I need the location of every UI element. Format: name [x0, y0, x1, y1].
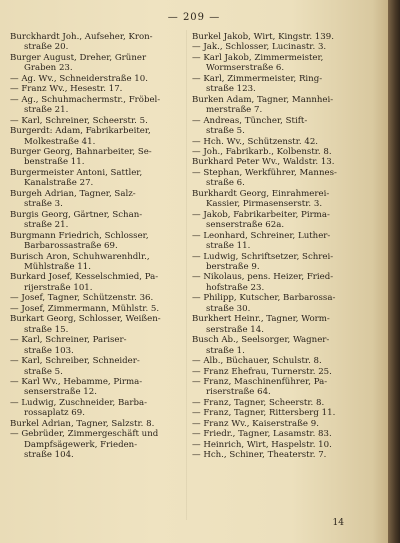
directory-entry	[192, 367, 368, 377]
entry-line: — Karl, Schreiner, Scheerstr. 5.	[10, 115, 148, 126]
entry-continuation: straße 1.	[206, 345, 245, 356]
entry-continuation: straße 123.	[206, 84, 256, 95]
directory-entry	[192, 429, 368, 439]
entry-line: Burkart Georg, Schlosser, Weißen-	[10, 314, 161, 325]
entry-line: Burgis Georg, Gärtner, Schan-	[10, 209, 143, 220]
directory-entry	[192, 168, 368, 189]
entry-line: — Heinrich, Wirt, Haspelstr. 10.	[192, 439, 332, 450]
directory-entry	[10, 304, 186, 314]
entry-continuation: berstraße 9.	[206, 261, 260, 272]
directory-entry	[192, 398, 368, 408]
entry-continuation: straße 6.	[206, 178, 245, 189]
directory-entry	[192, 137, 368, 147]
directory-entry	[192, 408, 368, 418]
entry-line: — Franz, Tagner, Scheerstr. 8.	[192, 397, 325, 408]
directory-entry	[10, 398, 186, 419]
entry-line: Burgeh Adrian, Tagner, Salz-	[10, 188, 136, 199]
entry-continuation: senserstraße 12.	[24, 387, 97, 398]
directory-entry	[10, 147, 186, 168]
entry-line: Burger Georg, Bahnarbeiter, Se-	[10, 146, 152, 157]
entry-line: — Franz, Tagner, Rittersberg 11.	[192, 408, 336, 419]
directory-entry	[192, 147, 368, 157]
directory-entry	[10, 419, 186, 429]
entry-continuation: Graben 23.	[24, 63, 73, 74]
entry-continuation: Kassier, Pirmasenserstr. 3.	[206, 199, 323, 210]
column-divider	[186, 30, 187, 520]
entry-continuation: straße 3.	[24, 199, 63, 210]
entry-continuation: straße 30.	[206, 303, 251, 314]
directory-entry	[192, 189, 368, 210]
entry-line: — Karl, Schreiner, Pariser-	[10, 335, 127, 346]
directory-entry	[192, 157, 368, 167]
entry-continuation: Kanalstraße 27.	[24, 178, 94, 189]
directory-entry	[10, 53, 186, 74]
entry-line: — Gebrüder, Zimmergeschäft und	[10, 429, 159, 440]
entry-continuation: straße 21.	[24, 220, 69, 231]
entry-continuation: straße 15.	[24, 324, 69, 335]
directory-entry	[192, 440, 368, 450]
entry-line: — Franz, Maschinenführer, Pa-	[192, 376, 328, 387]
entry-line: — Hch. Wv., Schützenstr. 42.	[192, 136, 319, 147]
directory-entry	[10, 32, 186, 53]
directory-entry	[192, 95, 368, 116]
entry-line: — Karl Jakob, Zimmermeister,	[192, 52, 324, 63]
entry-line: — Karl, Schreiber, Schneider-	[10, 356, 140, 367]
entry-continuation: straße 5.	[24, 366, 63, 377]
entry-line: — Ludwig, Schriftsetzer, Schrei-	[192, 251, 334, 262]
entry-line: Burken Adam, Tagner, Mannhei-	[192, 94, 334, 105]
directory-entry	[192, 314, 368, 335]
directory-entry	[10, 356, 186, 377]
directory-entry	[10, 293, 186, 303]
entry-line: Burkhert Heinr., Tagner, Worm-	[192, 314, 330, 325]
directory-entry	[10, 74, 186, 84]
directory-entry	[192, 293, 368, 314]
entry-line: — Jakob, Fabrikarbeiter, Pirma-	[192, 209, 330, 220]
entry-continuation: Wormserstraße 6.	[206, 63, 285, 74]
entry-line: — Nikolaus, pens. Heizer, Fried-	[192, 272, 334, 283]
entry-continuation: straße 103.	[24, 345, 74, 356]
entry-line: — Franz Wv., Hesestr. 17.	[10, 84, 123, 95]
entry-continuation: straße 21.	[24, 105, 69, 116]
entry-line: — Ag., Schuhmachermstr., Fröbel-	[10, 94, 161, 105]
entry-continuation: serstraße 14.	[206, 324, 264, 335]
entry-line: Burger August, Dreher, Grüner	[10, 52, 147, 63]
entry-line: Burkard Josef, Kesselschmied, Pa-	[10, 272, 159, 283]
directory-entry	[10, 314, 186, 335]
directory-entry	[192, 272, 368, 293]
directory-entry	[192, 210, 368, 231]
directory-entry	[10, 231, 186, 252]
entry-continuation: Molkestraße 41.	[24, 136, 96, 147]
entry-line: — Joh., Fabrikarb., Kolbenstr. 8.	[192, 146, 332, 157]
directory-entry	[10, 429, 186, 460]
entry-line: Burkhardt Georg, Einrahmerei-	[192, 188, 330, 199]
directory-entry	[192, 419, 368, 429]
directory-entry	[192, 252, 368, 273]
entry-line: Burgmann Friedrich, Schlosser,	[10, 230, 149, 241]
entry-continuation: straße 104.	[24, 450, 74, 461]
entry-line: — Andreas, Tüncher, Stift-	[192, 115, 308, 126]
signature-mark: 14	[332, 518, 344, 528]
entry-continuation: rijerstraße 101.	[24, 282, 93, 293]
directory-entry	[10, 189, 186, 210]
directory-entry	[192, 116, 368, 137]
entry-line: — Josef, Zimmermann, Mühlstr. 5.	[10, 303, 160, 314]
entry-line: — Alb., Büchauer, Schulstr. 8.	[192, 356, 322, 367]
directory-entry	[10, 252, 186, 273]
directory-entry	[10, 335, 186, 356]
entry-line: Burkhard Peter Wv., Waldstr. 13.	[192, 157, 335, 168]
entry-line: — Franz Ehefrau, Turnerstr. 25.	[192, 366, 332, 377]
entry-continuation: Mühlstraße 11.	[24, 261, 91, 272]
directory-entry	[10, 272, 186, 293]
entry-line: — Jak., Schlosser, Lucinastr. 3.	[192, 42, 327, 53]
entry-line: — Hch., Schiner, Theaterstr. 7.	[192, 450, 327, 461]
entry-continuation: rossaplatz 69.	[24, 408, 85, 419]
entry-line: — Stephan, Werkführer, Mannes-	[192, 167, 337, 178]
entry-continuation: Barbarossastraße 69.	[24, 241, 118, 252]
directory-entry	[192, 32, 368, 42]
entry-line: — Leonhard, Schreiner, Luther-	[192, 230, 331, 241]
directory-entry	[192, 231, 368, 252]
book-spine	[388, 0, 400, 543]
entry-continuation: merstraße 7.	[206, 105, 263, 116]
entry-line: — Karl, Zimmermeister, Ring-	[192, 73, 323, 84]
directory-entry	[10, 210, 186, 231]
entry-continuation: hofstraße 23.	[206, 282, 265, 293]
entry-continuation: senserstraße 62a.	[206, 220, 285, 231]
directory-entry	[192, 356, 368, 366]
directory-entry	[192, 335, 368, 356]
directory-entry	[192, 74, 368, 95]
entry-line: — Philipp, Kutscher, Barbarossa-	[192, 293, 336, 304]
entry-line: Burgermeister Antoni, Sattler,	[10, 167, 143, 178]
directory-entry	[10, 116, 186, 126]
directory-entry	[10, 126, 186, 147]
entry-line: — Karl Wv., Hebamme, Pirma-	[10, 376, 143, 387]
entry-line: — Franz Wv., Kaiserstraße 9.	[192, 418, 319, 429]
left-column	[10, 32, 186, 461]
entry-continuation: riserstraße 64.	[206, 387, 271, 398]
directory-entry	[10, 84, 186, 94]
entry-line: Burckhardt Joh., Aufseher, Kron-	[10, 32, 153, 42]
page-header: — 209 —	[167, 12, 221, 23]
directory-entry	[10, 377, 186, 398]
entry-line: Burkel Jakob, Wirt, Kingstr. 139.	[192, 32, 334, 42]
entry-continuation: straße 20.	[24, 42, 69, 53]
entry-continuation: straße 5.	[206, 126, 245, 137]
entry-continuation: Dampfsägewerk, Frieden-	[24, 439, 138, 450]
entry-line: Burgerdt: Adam, Fabrikarbeiter,	[10, 126, 151, 137]
directory-entry	[192, 377, 368, 398]
entry-line: — Josef, Tagner, Schützenstr. 36.	[10, 293, 154, 304]
entry-line: Burisch Aron, Schuhwarenhdlr.,	[10, 251, 150, 262]
directory-entry	[10, 95, 186, 116]
entry-continuation: benstraße 11.	[24, 157, 85, 168]
entry-line: Burkel Adrian, Tagner, Salzstr. 8.	[10, 418, 155, 429]
right-column	[192, 32, 368, 461]
entry-continuation: straße 11.	[206, 241, 251, 252]
entry-line: — Friedr., Tagner, Lasamstr. 83.	[192, 429, 332, 440]
directory-entry	[192, 450, 368, 460]
directory-entry	[192, 42, 368, 52]
entry-line: Busch Ab., Seelsorger, Wagner-	[192, 335, 330, 346]
directory-entry	[10, 168, 186, 189]
entry-line: — Ag. Wv., Schneiderstraße 10.	[10, 73, 148, 84]
entry-line: — Ludwig, Zuschneider, Barba-	[10, 397, 148, 408]
directory-entry	[192, 53, 368, 74]
